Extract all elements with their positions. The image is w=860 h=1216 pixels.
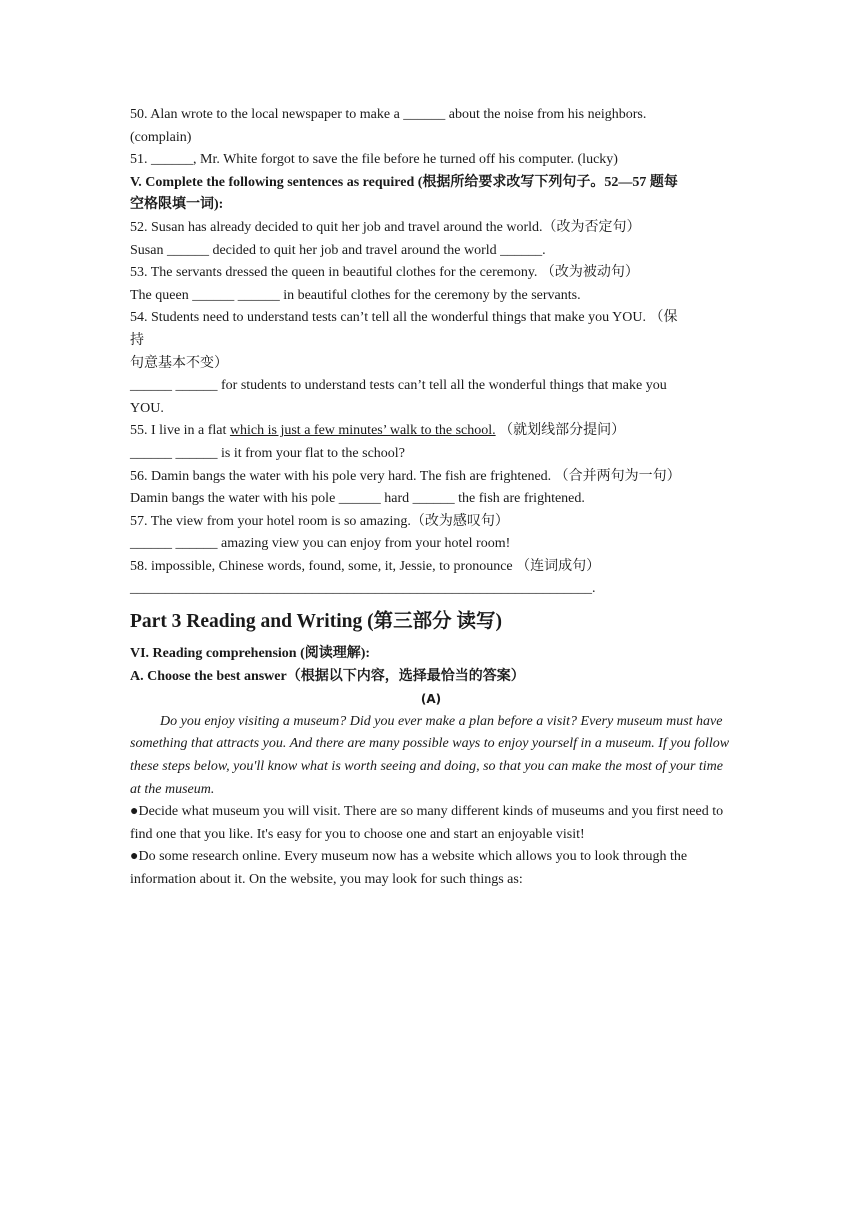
question-54-prompt-line1: 54. Students need to understand tests can’t tell all the wonderful things that make you YOU. （保 xyxy=(130,310,678,326)
question-51: 51. ______, Mr. White forgot to save the file before he turned off his computer. (lucky) xyxy=(130,152,618,168)
section-v-heading-line2: 空格限填一词): xyxy=(130,197,224,213)
worksheet-content xyxy=(130,104,732,892)
question-52-prompt: 52. Susan has already decided to quit her job and travel around the world.（改为否定句） xyxy=(130,219,641,235)
passage-intro: Do you enjoy visiting a museum? Did you ever make a plan before a visit? Every museum must have something that attracts you. And there are many possible ways to enjoy yourself in a museum. If you follow these steps below, you'll know what is worth seeing and doing, so that you can make the most of your time at the museum. xyxy=(130,713,733,797)
part-3-title: Part 3 Reading and Writing (第三部分 读写) xyxy=(130,611,502,633)
question-54-answer-line1: ______ ______ for students to understand tests can’t tell all the wonderful things that make you xyxy=(130,378,667,394)
passage-bullet-2: ●Do some research online. Every museum now has a website which allows you to look through the information about it. On the website, you may look for such things as: xyxy=(130,849,691,887)
section-a-heading: A. Choose the best answer（根据以下内容，选择最恰当的答案） xyxy=(130,668,525,684)
question-55-answer: ______ ______ is it from your flat to the school? xyxy=(130,445,405,461)
question-56-prompt: 56. Damin bangs the water with his pole very hard. The fish are frightened. （合并两句为一句） xyxy=(130,468,681,484)
question-55-prefix: 55. I live in a flat xyxy=(130,423,230,439)
question-52-answer: Susan ______ decided to quit her job and travel around the world ______. xyxy=(130,242,546,258)
question-55-instruction: （就划线部分提问） xyxy=(495,423,626,439)
question-58-prompt: 58. impossible, Chinese words, found, some, it, Jessie, to pronounce （连词成句） xyxy=(130,558,601,574)
question-54-prompt-line3: 句意基本不变） xyxy=(130,355,228,371)
question-53-answer: The queen ______ ______ in beautiful clothes for the ceremony by the servants. xyxy=(130,287,581,303)
question-50-line2: (complain) xyxy=(130,129,192,145)
question-55-underlined-part: which is just a few minutes’ walk to the school. xyxy=(229,423,496,439)
section-v-heading-line1: V. Complete the following sentences as required (根据所给要求改写下列句子。52—57 题每 xyxy=(130,174,678,190)
question-58-answer: __________________________________________________________________. xyxy=(130,581,596,597)
question-54-answer-line2: YOU. xyxy=(130,400,164,416)
question-57-prompt: 57. The view from your hotel room is so amazing.（改为感叹句） xyxy=(130,513,509,529)
question-57-answer: ______ ______ amazing view you can enjoy from your hotel room! xyxy=(130,536,511,552)
question-55-prompt xyxy=(130,420,732,443)
passage-label: (A) xyxy=(420,692,442,707)
question-54-prompt-line2: 持 xyxy=(130,332,144,348)
question-50-line1: 50. Alan wrote to the local newspaper to make a ______ about the noise from his neighbors. xyxy=(130,107,647,122)
passage-bullet-1: ●Decide what museum you will visit. There are so many different kinds of museums and you first need to find one that you like. It's easy for you to choose one and start an enjoyable visit! xyxy=(130,804,727,842)
question-53-prompt: 53. The servants dressed the queen in beautiful clothes for the ceremony. （改为被动句） xyxy=(130,265,639,281)
question-56-answer: Damin bangs the water with his pole ______ hard ______ the fish are frightened. xyxy=(130,491,585,507)
section-vi-heading: VI. Reading comprehension (阅读理解): xyxy=(130,646,371,662)
